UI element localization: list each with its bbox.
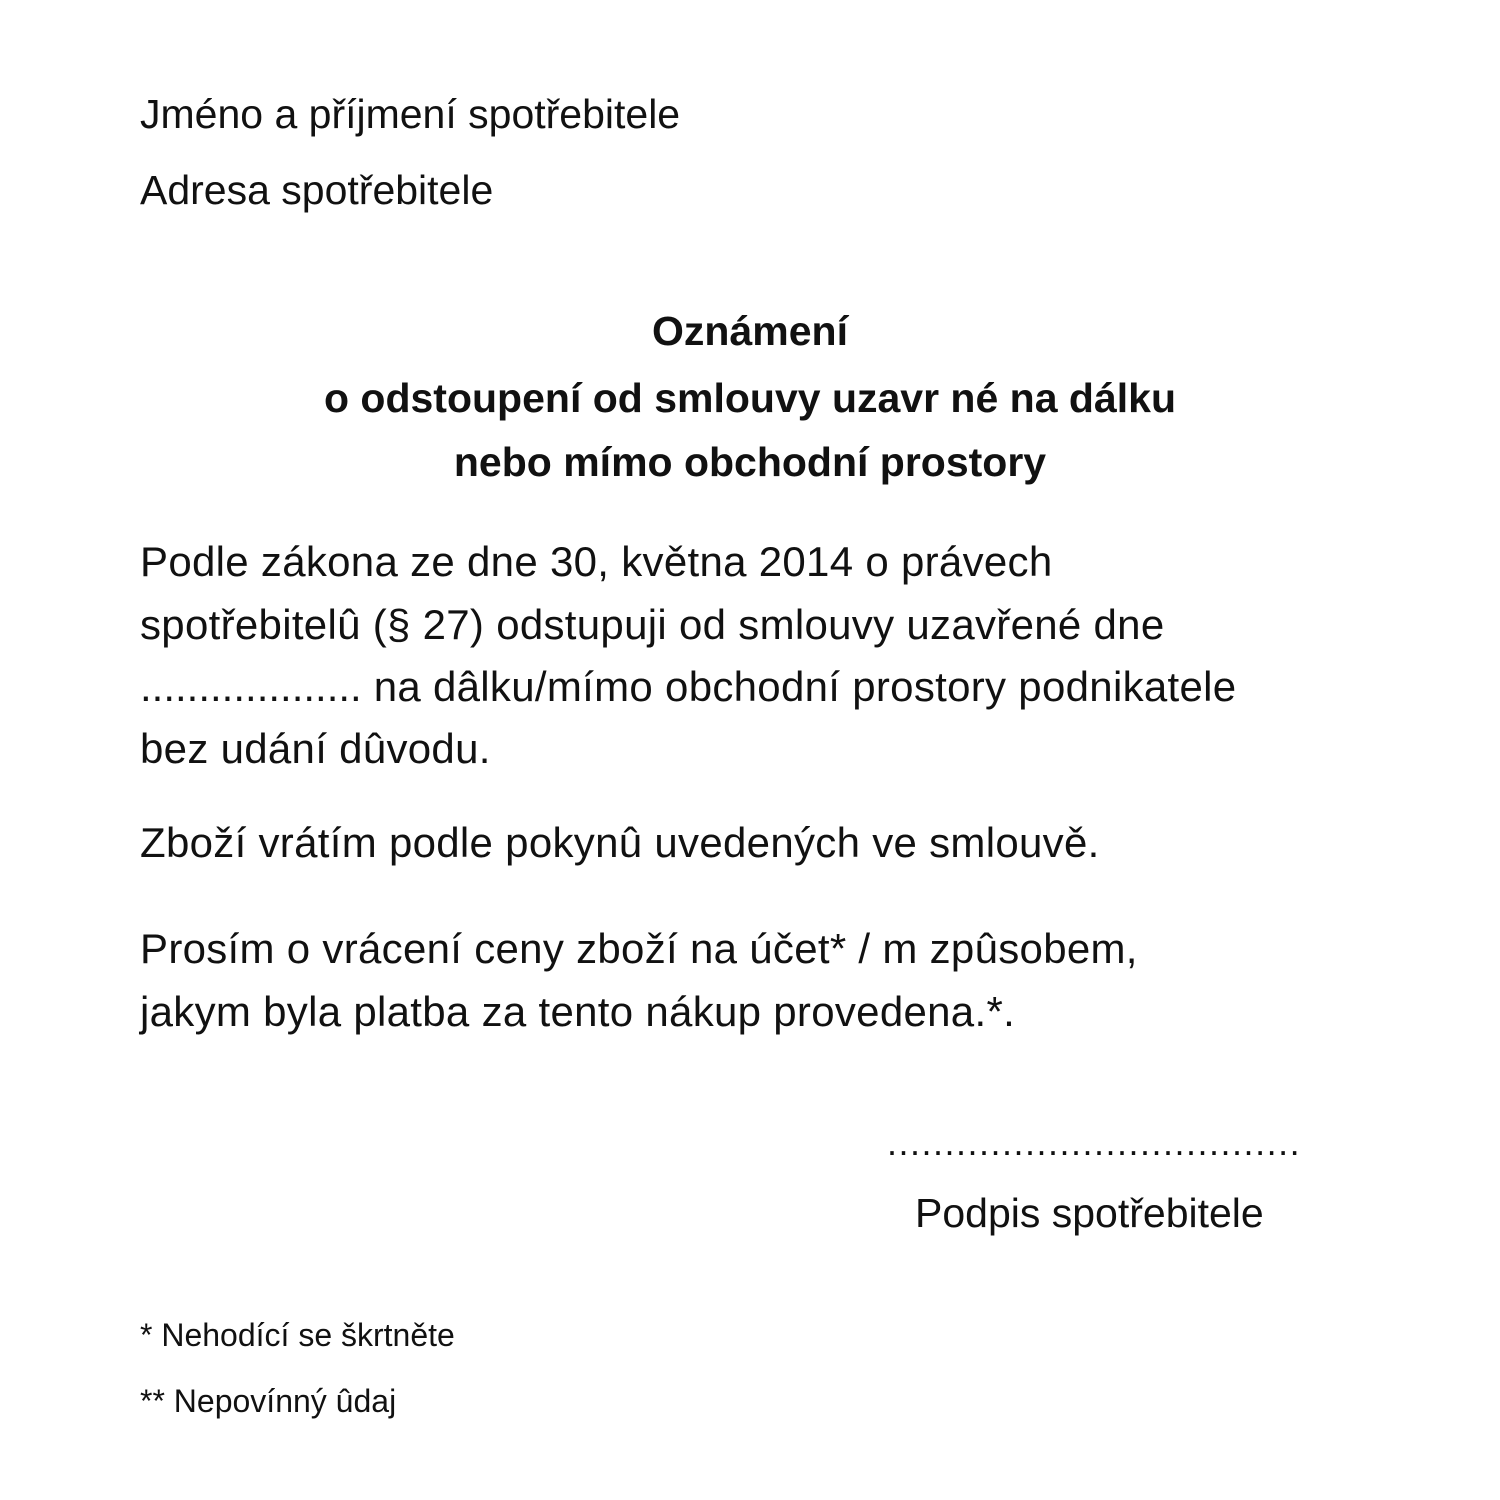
footnote-1: * Nehodící se škrtněte <box>140 1317 455 1353</box>
paragraph1-line-2: spotřebitelû (§ 27) odstupuji od smlouvy uzavřené dne <box>140 601 1165 648</box>
consumer-address-label: Adresa spotřebitele <box>140 167 494 213</box>
paragraph1-line-3 <box>140 663 1237 710</box>
paragraph2-line-1: Zboží vrátím podle pokynû uvedených ve smlouvě. <box>140 819 1100 866</box>
date-fill-dots: ................... <box>140 663 362 710</box>
title-line-2: o odstoupení od smlouvy uzavr né na dálku <box>323 375 1176 421</box>
paragraph1-line-3-text: na dâlku/mímo obchodní prostory podnikatele <box>373 663 1237 710</box>
signature-label: Podpis spotřebitele <box>915 1190 1264 1236</box>
consumer-name-label: Jméno a příjmení spotřebitele <box>140 91 681 137</box>
paragraph1-line-1: Podle zákona ze dne 30, května 2014 o právech <box>140 538 1053 585</box>
paragraph1-line-4: bez udání dûvodu. <box>140 725 491 772</box>
paragraph3-line-2: jakym byla platba za tento nákup provedena.*. <box>140 988 1016 1035</box>
title-line-3: nebo mímo obchodní prostory <box>453 439 1047 485</box>
signature-line-dots: .................................... <box>887 1122 1302 1163</box>
title-line-1: Oznámení <box>652 308 848 354</box>
paragraph3-line-1: Prosím o vrácení ceny zboží na účet* / m zpûsobem, <box>140 925 1138 972</box>
footnote-2: ** Nepovínný ûdaj <box>140 1383 397 1419</box>
